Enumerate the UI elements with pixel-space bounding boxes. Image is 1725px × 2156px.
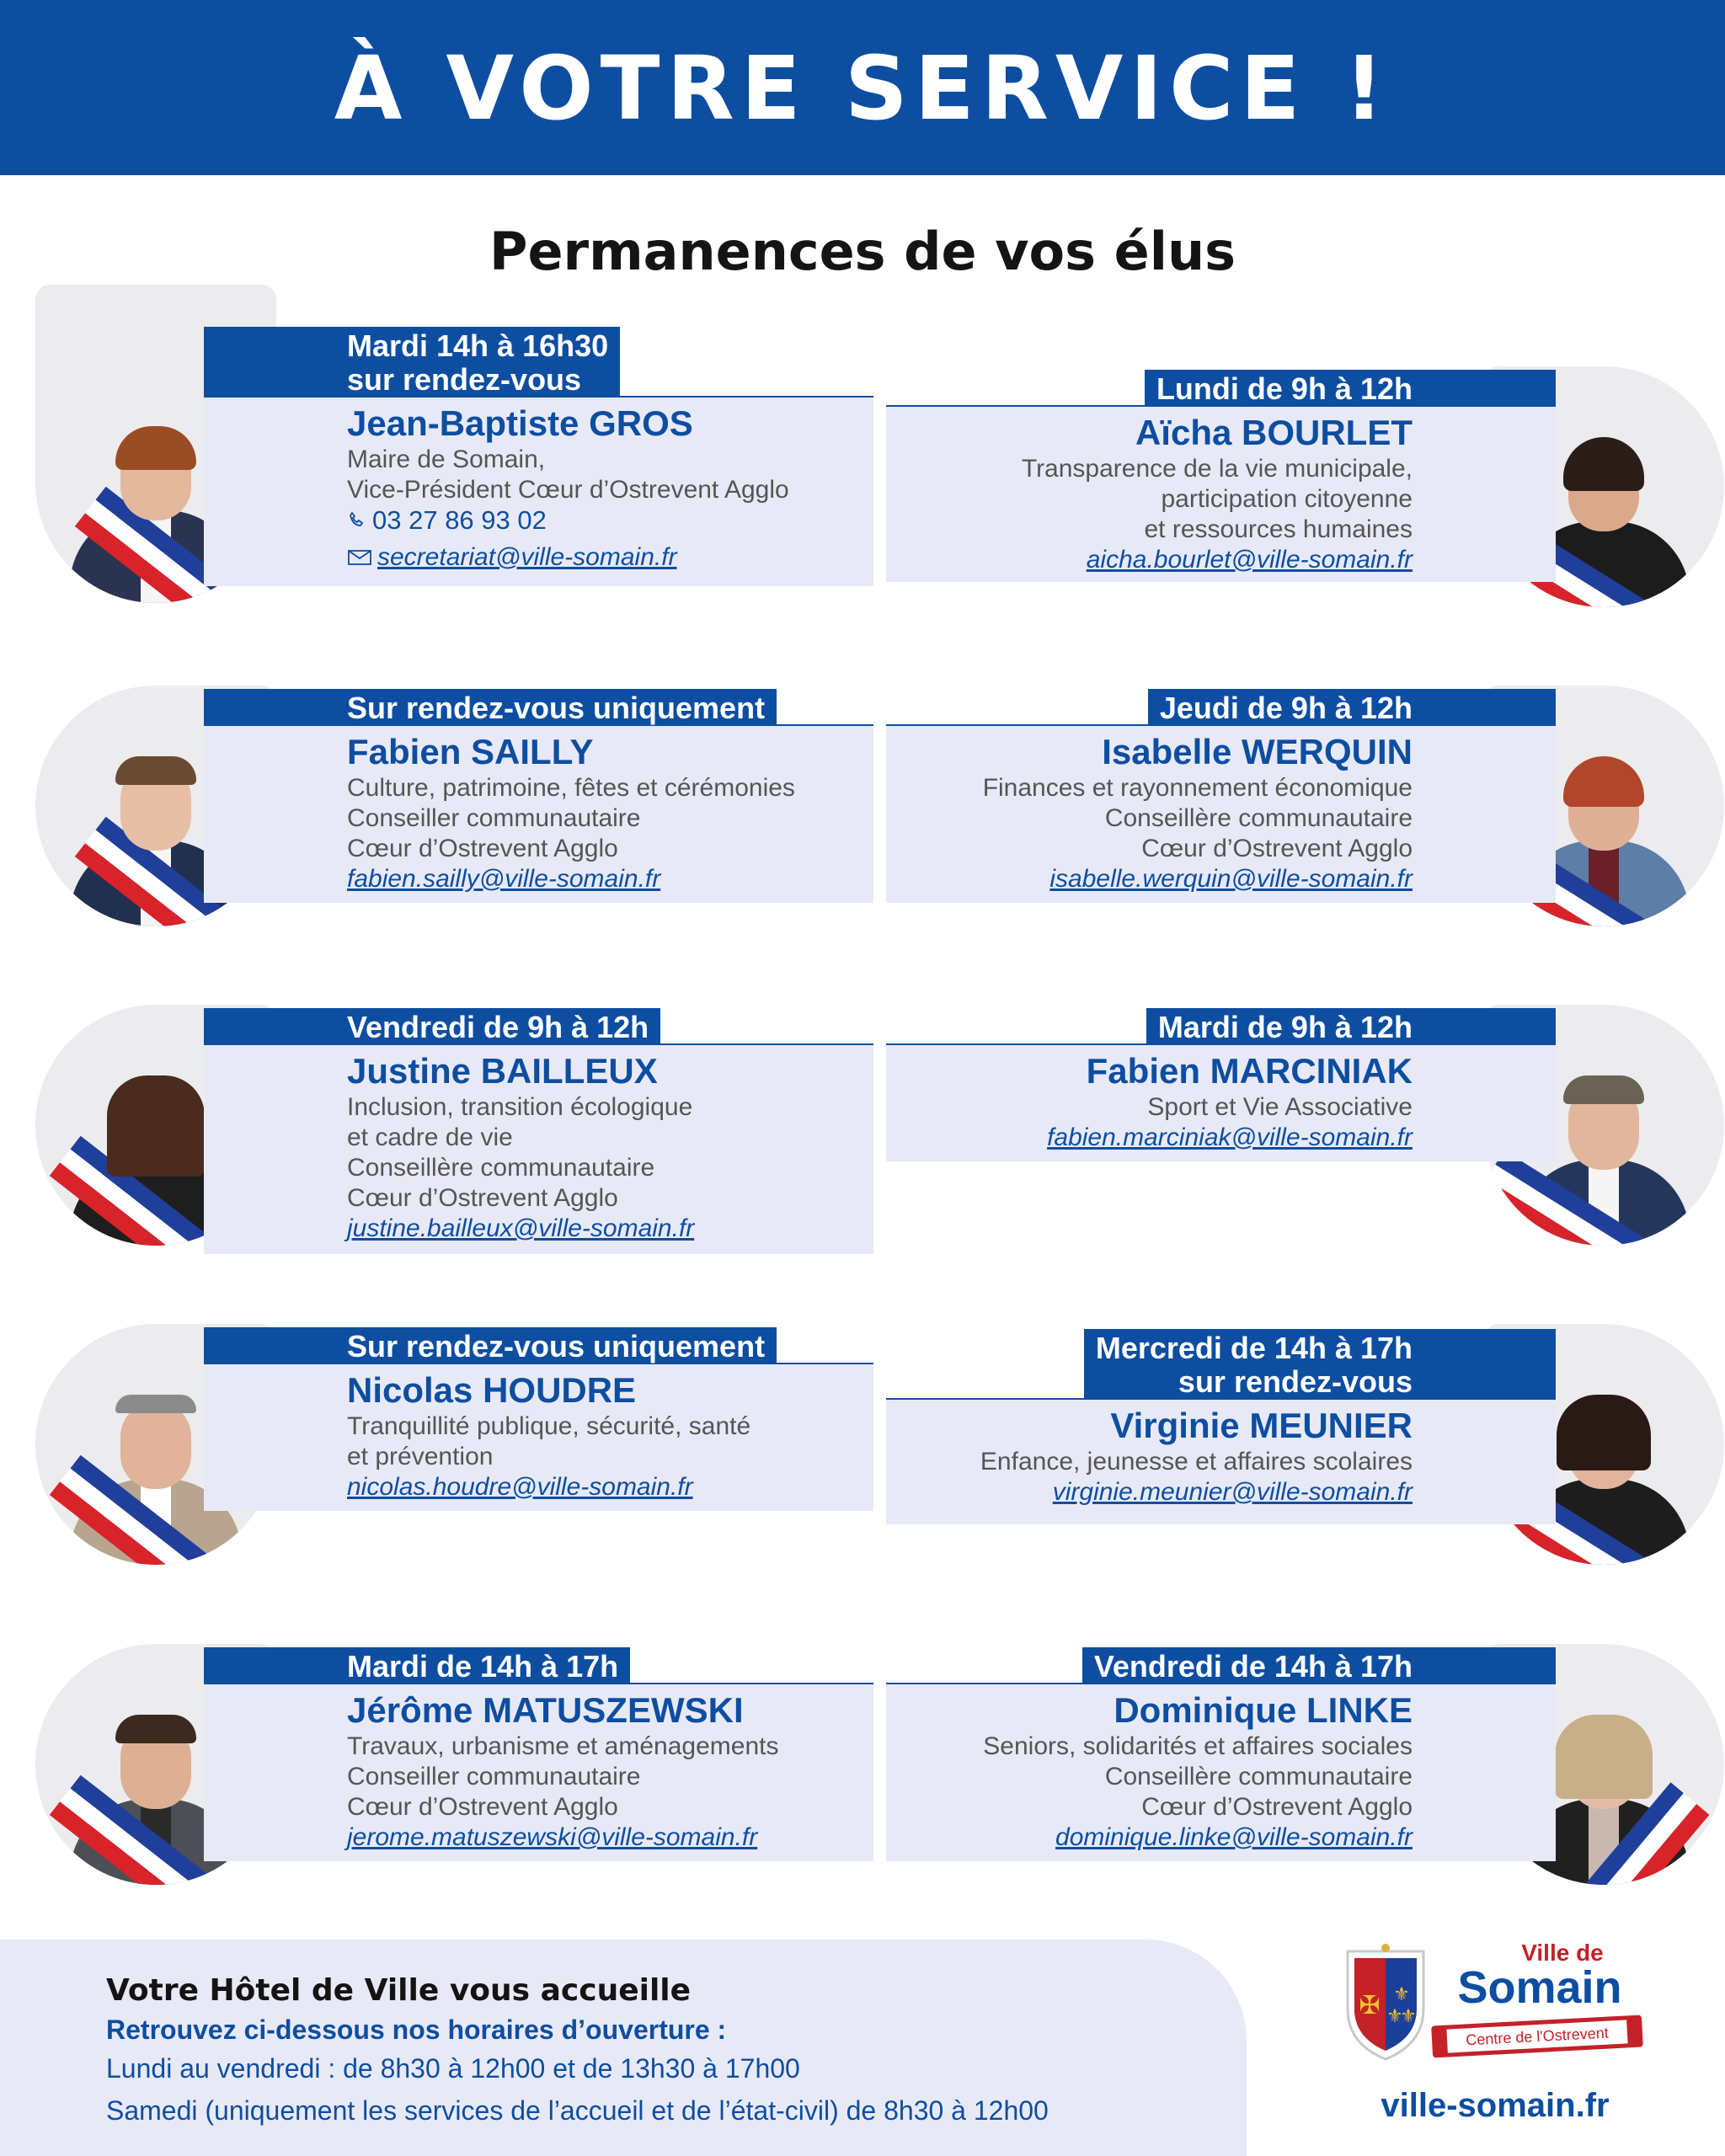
page-subtitle: Permanences de vos élus	[489, 221, 1236, 282]
elu-name: Virginie MEUNIER	[1110, 1406, 1413, 1445]
logo-ribbon	[1431, 2015, 1643, 2057]
elu-role: Travaux, urbanisme et aménagements	[347, 1732, 779, 1760]
permanence-slot: Sur rendez-vous uniquement	[204, 1327, 777, 1364]
elu-info-panel	[204, 328, 873, 586]
elu-name: Justine BAILLEUX	[347, 1051, 658, 1091]
elu-name: Jean-Baptiste GROS	[347, 403, 693, 443]
elu-role: et cadre de vie	[347, 1123, 513, 1151]
elu-name: Jérôme MATUSZEWSKI	[347, 1690, 744, 1730]
elu-card-bailleux	[35, 1005, 873, 1257]
elu-email[interactable]: isabelle.werquin@ville-somain.fr	[1049, 865, 1413, 893]
elu-email[interactable]: secretariat@ville-somain.fr	[377, 543, 677, 571]
elu-role: Sport et Vie Associative	[1147, 1093, 1413, 1121]
elu-card-matuszewski	[35, 1644, 873, 1888]
elu-info-panel	[204, 1010, 873, 1254]
permanence-slot: Vendredi de 14h à 17h	[1082, 1647, 1556, 1684]
elu-role: Cœur d’Ostrevent Agglo	[347, 835, 618, 862]
svg-text:✠: ✠	[1359, 1991, 1381, 2020]
elu-card-gros	[35, 285, 873, 605]
elu-role: Maire de Somain,	[347, 446, 546, 473]
elu-card-sailly	[35, 686, 873, 930]
elu-info-panel	[204, 691, 873, 903]
permanence-slot-line: sur rendez-vous	[347, 362, 582, 397]
elu-role: Enfance, jeunesse et affaires scolaires	[980, 1448, 1413, 1476]
elu-email[interactable]: virginie.meunier@ville-somain.fr	[1052, 1478, 1413, 1506]
permanence-slot: Jeudi de 9h à 12h	[1148, 689, 1556, 726]
elu-info-panel	[886, 371, 1556, 582]
elu-role: et ressources humaines	[1144, 515, 1413, 543]
elu-name: Fabien SAILLY	[347, 732, 594, 771]
footer-subheading: Retrouvez ci-dessous nos horaires d’ouverture :	[106, 2015, 727, 2045]
elu-email[interactable]: nicolas.houdre@ville-somain.fr	[347, 1473, 693, 1501]
opening-hours-saturday: Samedi (uniquement les services de l’accueil et de l’état-civil) de 8h30 à 12h00	[106, 2095, 1049, 2126]
elu-email[interactable]: fabien.sailly@ville-somain.fr	[347, 865, 661, 893]
elu-role: Transparence de la vie municipale,	[1021, 455, 1413, 483]
opening-hours-weekdays: Lundi au vendredi : de 8h30 à 12h00 et de 13h30 à 17h00	[106, 2053, 800, 2084]
elu-card-werquin	[886, 686, 1724, 930]
email-row	[347, 542, 857, 573]
permanence-slot-line: sur rendez-vous	[1178, 1364, 1413, 1399]
elu-info-panel	[204, 1329, 873, 1511]
elu-email[interactable]: jerome.matuszewski@ville-somain.fr	[347, 1823, 758, 1851]
elu-role: Conseillère communautaire	[1104, 804, 1413, 832]
elu-card-meunier	[886, 1324, 1724, 1568]
permanence-slot-line: Mardi 14h à 16h30	[347, 328, 609, 363]
svg-text:⚜: ⚜	[1400, 2006, 1417, 2027]
elu-role: et prévention	[347, 1443, 494, 1470]
elu-role: Cœur d’Ostrevent Agglo	[1141, 835, 1413, 862]
elu-role: Tranquillité publique, sécurité, santé	[347, 1412, 751, 1440]
elu-email[interactable]: fabien.marciniak@ville-somain.fr	[1047, 1123, 1413, 1151]
elu-card-houdre	[35, 1324, 873, 1568]
elu-info-panel	[886, 1010, 1556, 1161]
elu-role: participation citoyenne	[1161, 485, 1413, 513]
logo-big-text: Somain	[1457, 1962, 1622, 2013]
permanence-slot: Vendredi de 9h à 12h	[204, 1008, 660, 1045]
elu-role: Finances et rayonnement économique	[982, 774, 1413, 802]
elu-card-bourlet	[886, 366, 1724, 607]
elu-role: Seniors, solidarités et affaires sociales	[983, 1732, 1413, 1760]
elu-email[interactable]: justine.bailleux@ville-somain.fr	[347, 1214, 695, 1242]
elu-info-panel	[886, 1331, 1556, 1524]
elu-role: Cœur d’Ostrevent Agglo	[347, 1184, 618, 1212]
elu-role: Inclusion, transition écologique	[347, 1093, 693, 1121]
permanence-slot: Mardi de 14h à 17h	[204, 1647, 630, 1684]
elu-name: Aïcha BOURLET	[1135, 413, 1413, 452]
elu-email[interactable]: aicha.bourlet@ville-somain.fr	[1086, 546, 1413, 574]
elu-card-linke	[886, 1644, 1724, 1888]
coat-of-arms-icon	[1339, 1941, 1432, 2068]
permanence-slot: Lundi de 9h à 12h	[1145, 370, 1556, 407]
elu-role: Conseiller communautaire	[347, 804, 641, 832]
permanence-slot: Mardi de 9h à 12h	[1146, 1008, 1556, 1045]
svg-text:⚜: ⚜	[1386, 2006, 1403, 2027]
envelope-icon	[347, 548, 372, 567]
ville-de-somain-logo	[1339, 1933, 1642, 2068]
elu-role: Culture, patrimoine, fêtes et cérémonies	[347, 774, 795, 802]
elu-info-panel	[886, 1649, 1556, 1861]
elu-phone[interactable]: 03 27 86 93 02	[372, 505, 547, 535]
elu-role: Cœur d’Ostrevent Agglo	[347, 1793, 618, 1821]
svg-text:⚜: ⚜	[1393, 1984, 1410, 2005]
phone-icon	[347, 510, 367, 531]
elu-name: Dominique LINKE	[1114, 1690, 1413, 1730]
logo-ribbon-text: Centre de l'Ostrevent	[1446, 2020, 1627, 2052]
website-link[interactable]: ville-somain.fr	[1381, 2087, 1610, 2124]
elu-role: Vice-Président Cœur d’Ostrevent Agglo	[347, 476, 789, 504]
header-title: À VOTRE SERVICE !	[334, 37, 1391, 140]
elu-role: Cœur d’Ostrevent Agglo	[1141, 1793, 1413, 1821]
permanence-slot	[1084, 1329, 1556, 1400]
elu-info-panel	[886, 691, 1556, 903]
elu-info-panel	[204, 1649, 873, 1861]
phone-row	[347, 505, 857, 536]
elu-name: Nicolas HOUDRE	[347, 1370, 637, 1410]
elu-email[interactable]: dominique.linke@ville-somain.fr	[1055, 1823, 1413, 1851]
elu-role: Conseiller communautaire	[347, 1763, 641, 1790]
logo-small-text: Ville de	[1521, 1940, 1604, 1966]
footer-heading: Votre Hôtel de Ville vous accueille	[106, 1973, 692, 2008]
elu-card-marciniak	[886, 1005, 1724, 1249]
elu-name: Isabelle WERQUIN	[1102, 732, 1413, 771]
permanence-slot	[204, 327, 620, 398]
permanence-slot-line: Mercredi de 14h à 17h	[1095, 1331, 1413, 1365]
elu-role: Conseillère communautaire	[347, 1154, 655, 1182]
permanence-slot: Sur rendez-vous uniquement	[204, 689, 777, 726]
elu-role: Conseillère communautaire	[1104, 1763, 1413, 1790]
elu-name: Fabien MARCINIAK	[1086, 1051, 1413, 1091]
